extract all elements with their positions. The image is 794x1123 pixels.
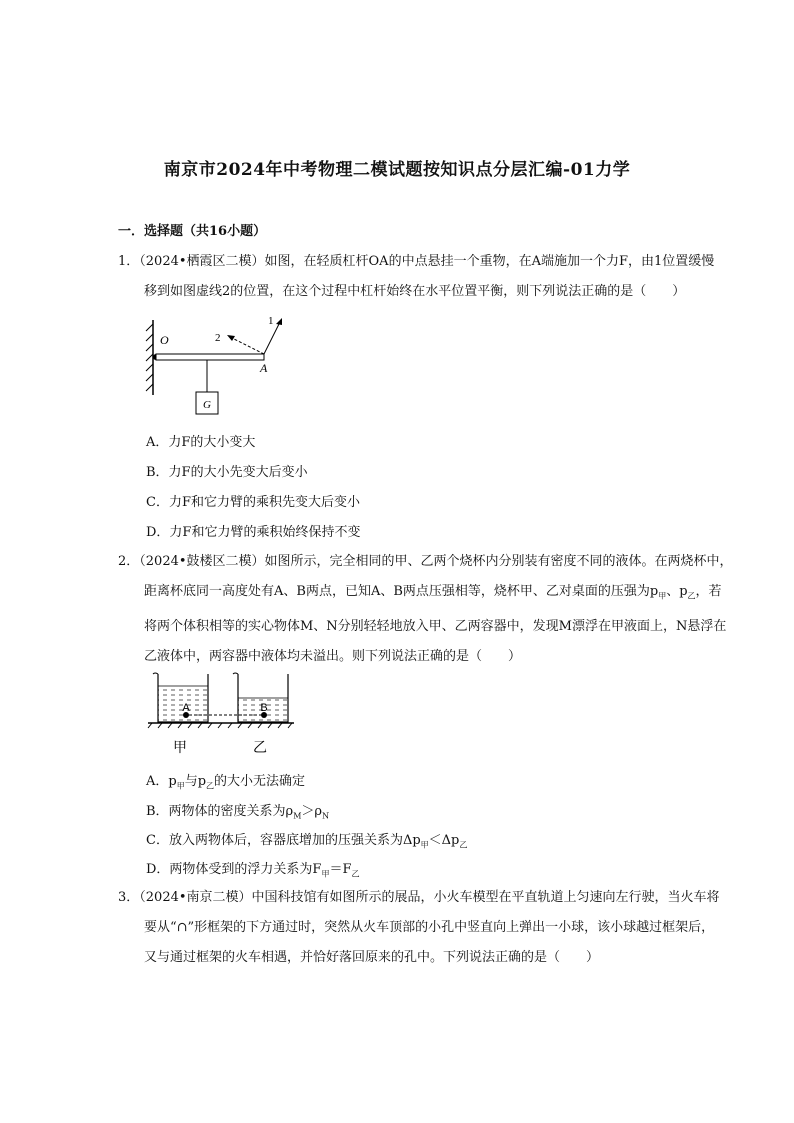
force-2-line [232,338,264,354]
question-3 [118,883,720,973]
table-surface [148,723,294,728]
question-1 [118,247,715,307]
q1-option-a[interactable]: A．力F的大小变大 [146,435,256,450]
q2-option-a[interactable]: A．$p_甲$与$p_乙$的大小无法确定 [146,774,306,791]
q1-option-d[interactable]: D．力F和它力臂的乘积始终保持不变 [146,525,361,540]
q1-option-b[interactable]: B．力F的大小先变大后变小 [146,465,308,480]
question-3-line-1: 3．（2024•南京二模）中国科技馆有如图所示的展品，小火车模型在平直轨道上匀速向左行驶，当火车将 [118,890,720,905]
document-title: 南京市2024年中考物理二模试题按知识点分层汇编-01力学 [163,160,631,180]
wall [146,320,153,395]
question-2-line-3: 将两个体积相等的实心物体M、N分别轻轻地放入甲、乙两容器中，发现M漂浮在甲液面上，N悬浮在 [144,618,727,634]
label-b: B [260,702,268,714]
question-2-line-1: 2．（2024•鼓楼区二模）如图所示，完全相同的甲、乙两个烧杯内分别装有密度不同的液体。在两烧杯中， [118,554,733,569]
force-1-arrow [276,318,282,325]
label-jia: 甲 [173,740,187,756]
label-1: 1 [268,315,274,327]
label-o: O [160,333,169,347]
label-a: A [260,361,268,375]
force-2-arrow [227,335,235,341]
q2-option-d[interactable]: D．两物体受到的浮力关系为$F_甲=F_乙$ [146,862,360,879]
question-1-line-1: 1．（2024•栖霞区二模）如图，在轻质杠杆OA的中点悬挂一个重物，在A端施加一个力F，由1位置缓慢 [118,254,715,269]
question-1-line-2: 移到如图虚线2的位置，在这个过程中杠杆始终在水平位置平衡，则下列说法正确的是（ ） [144,284,686,299]
beakers-figure [146,668,296,758]
lever-figure [140,310,300,420]
section-heading: 一．选择题（共16小题） [118,224,267,239]
q1-option-c[interactable]: C．力F和它力臂的乘积先变大后变小 [146,495,360,510]
label-yi: 乙 [253,740,267,756]
label-2: 2 [215,332,221,344]
q2-option-b[interactable]: B．两物体的密度关系为$\rho_M>\rho_N$ [146,804,330,821]
question-3-line-3: 又与通过框架的火车相遇，并恰好落回原来的孔中。下列说法正确的是（ ） [144,950,600,965]
lever-bar [156,354,264,360]
q2-option-c[interactable]: C．放入两物体后，容器底增加的压强关系为$\Delta p_甲<\Delta p_乙$ [146,833,468,850]
question-2-line-4: 乙液体中，两容器中液体均未溢出。则下列说法正确的是（ ） [144,648,522,664]
label-a: A [182,702,190,714]
question-2-line-2: 距离杯底同一高度处有A、B两点，已知A、B两点压强相等，烧杯甲、乙对桌面的压强为$p_甲$、$p_乙$，若 [144,584,722,601]
label-g: G [203,399,211,411]
question-2 [118,547,733,672]
question-3-line-2: 要从“∩”形框架的下方通过时，突然从火车顶部的小孔中竖直向上弹出一小球，该小球越过框架后， [144,920,715,935]
